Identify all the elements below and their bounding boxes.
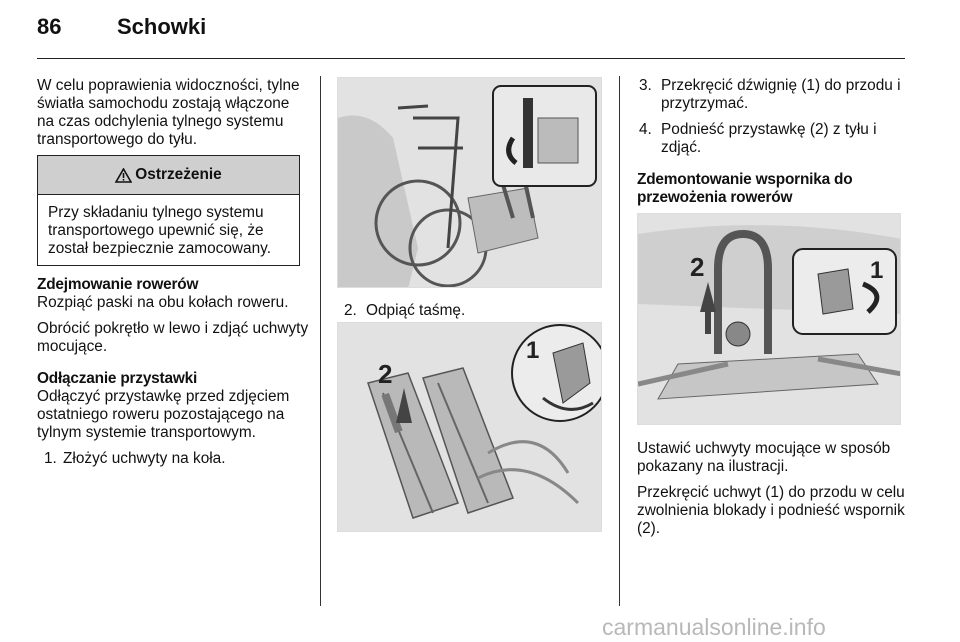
warning-header xyxy=(38,156,299,195)
section-heading-detach: Odłączanie przystawki xyxy=(37,370,198,387)
column-3-lower xyxy=(637,440,912,546)
column-1-lower xyxy=(37,276,312,476)
step-number: 1. xyxy=(44,450,57,467)
warning-title: Ostrzeżenie xyxy=(135,166,222,183)
paragraph-knob: Obrócić pokrętło w lewo i zdjąć uchwyty mocujące. xyxy=(37,320,309,355)
step-number: 2. xyxy=(344,302,357,319)
warning-box xyxy=(37,155,300,266)
paragraph-straps: Rozpiąć paski na obu kołach roweru. xyxy=(37,294,289,311)
page-number: 86 xyxy=(37,14,62,39)
bike-rack-illustration xyxy=(337,77,602,288)
column-divider-2 xyxy=(619,76,620,606)
figure-label-1: 1 xyxy=(870,257,884,284)
intro-paragraph: W celu poprawienia widoczności, tylne światła samochodu zostają włączone na czas odchylenia tylnego systemu transportowego do tyłu. xyxy=(37,77,300,148)
watermark: carmanualsonline.info xyxy=(602,614,826,640)
step-text: Podnieść przystawkę (2) z tyłu i zdjąć. xyxy=(661,121,877,156)
list-item-step-4 xyxy=(637,121,907,157)
paragraph-release: Przekręcić uchwyt (1) do przodu w celu zwolnienia blokady i podnieść wspornik (2). xyxy=(637,484,905,537)
figure-label-2: 2 xyxy=(378,359,393,389)
strap-illustration xyxy=(337,322,602,532)
header-divider xyxy=(37,58,905,59)
column-1 xyxy=(37,77,305,157)
step-text: Odpiąć taśmę. xyxy=(366,302,466,319)
column-divider-1 xyxy=(320,76,321,606)
step-text: Złożyć uchwyty na koła. xyxy=(63,450,226,467)
paragraph-set-holders: Ustawić uchwyty mocujące w sposób pokazany na ilustracji. xyxy=(637,440,891,475)
bike-on-rack-figure xyxy=(338,78,602,288)
strap-figure xyxy=(338,323,602,532)
paragraph-detach: Odłączyć przystawkę przed zdjęciem ostatniego roweru pozostającego na tylnym systemie transportowym. xyxy=(37,388,290,441)
step-number: 4. xyxy=(639,121,652,138)
list-item-step-2 xyxy=(342,302,612,320)
carrier-illustration xyxy=(637,213,901,425)
step-number: 3. xyxy=(639,77,652,94)
carrier-figure xyxy=(638,214,901,425)
figure-label-2: 2 xyxy=(690,252,705,282)
list-item-step-1 xyxy=(37,450,312,468)
step-text: Przekręcić dźwignię (1) do przodu i przytrzymać. xyxy=(661,77,901,112)
page-title: Schowki xyxy=(117,14,207,39)
figure-label-1: 1 xyxy=(526,337,540,364)
warning-icon xyxy=(115,168,132,183)
column-3 xyxy=(637,77,907,207)
warning-body: Przy składaniu tylnego systemu transportowego upewnić się, że został bezpiecznie zamocowany. xyxy=(48,204,271,257)
section-heading-remove-bikes: Zdejmowanie rowerów xyxy=(37,276,199,293)
section-heading-dismount: Zdemontowanie wspornika do przewożenia rowerów xyxy=(637,171,853,206)
list-item-step-3 xyxy=(637,77,907,113)
